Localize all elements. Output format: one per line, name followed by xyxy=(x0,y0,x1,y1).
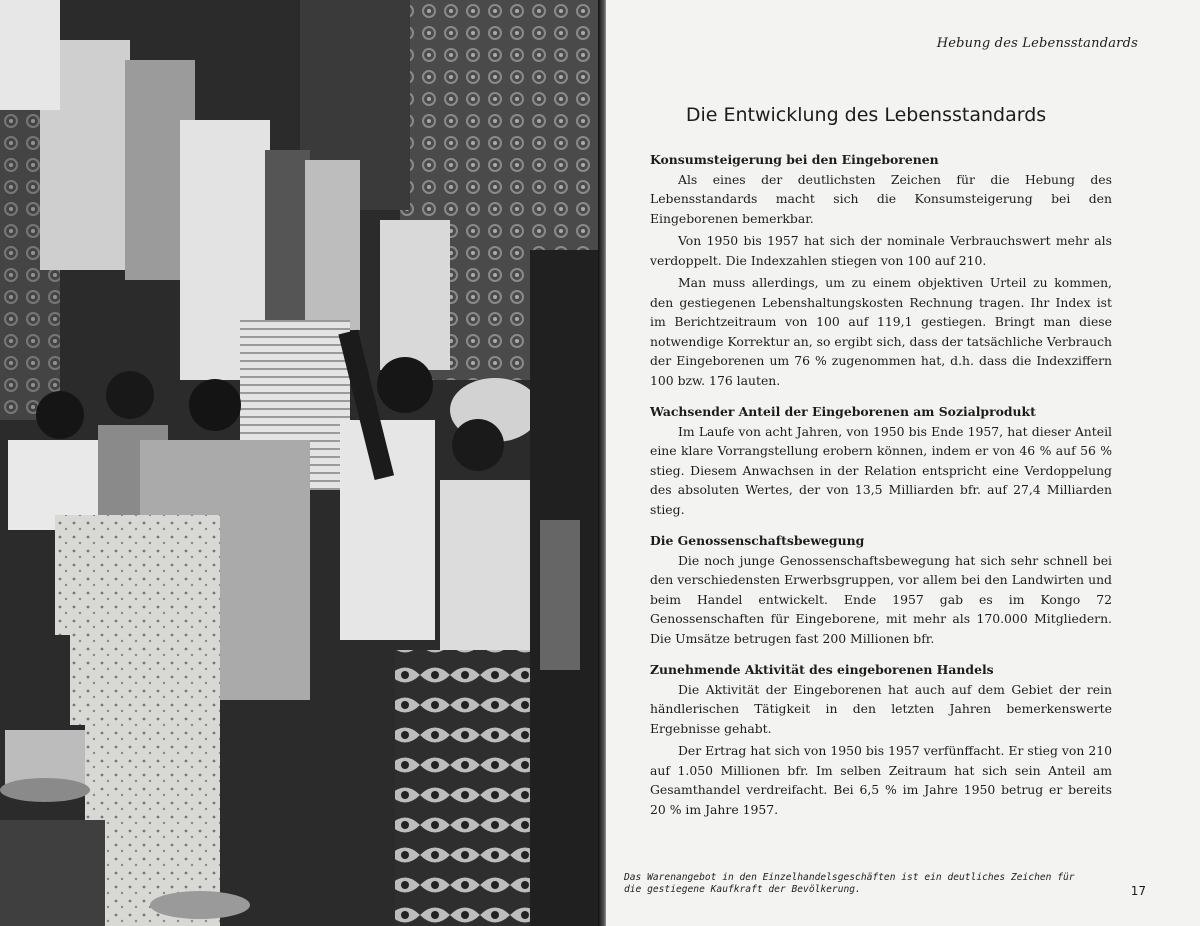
section-konsumsteigerung xyxy=(650,150,1112,390)
section-heading: Zunehmende Aktivität des eingeborenen Handels xyxy=(650,662,994,677)
paragraph: Die Aktivität der Eingeborenen hat auch auf dem Gebiet der rein händlerischen Tätigkeit in den letzten Jahren bemerkenswerte Ergebnisse gehabt. xyxy=(650,681,1112,736)
section-heading: Wachsender Anteil der Eingeborenen am Sozialprodukt xyxy=(650,404,1036,419)
text-page xyxy=(606,0,1200,926)
paragraph: Die noch junge Genossenschaftsbewegung hat sich sehr schnell bei den verschiedensten Erwerbsgruppen, vor allem bei den Landwirten und beim Handel entwickelt. Ende 1957 gab es im Kongo 72 Genossenschaften für Eingeborene, mit mehr als 170.000 Mitgliedern. Die Umsätze betrugen fast 200 Millionen bfr. xyxy=(650,552,1112,646)
paragraph: Von 1950 bis 1957 hat sich der nominale Verbrauchswert mehr als verdoppelt. Die Indexzahlen stiegen von 100 auf 210. xyxy=(650,233,1112,268)
paragraph: Der Ertrag hat sich von 1950 bis 1957 verfünffacht. Er stieg von 210 auf 1.050 Millionen bfr. Im selben Zeitraum hat sich sein Anteil am Gesamthandel verdreifacht. Bei 6,5 % im Jahre 1950 betrug er bereits 20 % im Jahre 1957. xyxy=(650,743,1112,817)
section-heading: Konsumsteigerung bei den Eingeborenen xyxy=(650,152,939,167)
paragraph: Im Laufe von acht Jahren, von 1950 bis Ende 1957, hat dieser Anteil eine klare Vorrangstellung erobern können, indem er von 46 % auf 56 % stieg. Diesem Anwachsen in der Relation entspricht eine Verdoppelung des absoluten Wertes, der von 13,5 Milliarden bfr. auf 27,4 Milliarden stieg. xyxy=(650,423,1112,517)
article-body xyxy=(650,150,1112,831)
paragraph: Als eines der deutlichsten Zeichen für die Hebung des Lebensstandards macht sich die Konsumsteigerung bei den Eingeborenen bemerkbar. xyxy=(650,171,1112,226)
page-number: 17 xyxy=(1130,884,1146,898)
paragraph: Man muss allerdings, um zu einem objektiven Urteil zu kommen, den gestiegenen Lebenshaltungskosten Rechnung tragen. Ihr Index ist im Berichtzeitraum von 100 auf 119,1 gestiegen. Bringt man diese notwendige Korrektur an, so ergibt sich, dass der tatsächliche Verbrauch der Eingeborenen um 76 % zugenommen hat, d.h. dass die Indexziffern 100 bzw. 176 lauten. xyxy=(650,275,1112,388)
section-heading: Die Genossenschaftsbewegung xyxy=(650,533,865,548)
section-genossenschaft xyxy=(650,531,1112,648)
running-head: Hebung des Lebensstandards xyxy=(936,36,1138,51)
section-sozialprodukt xyxy=(650,402,1112,519)
page-title: Die Entwicklung des Lebensstandards xyxy=(685,104,1047,126)
photo-caption: Das Warenangebot in den Einzelhandelsgeschäften ist ein deutliches Zeichen für die gestiegene Kaufkraft der Bevölkerung. xyxy=(624,872,1075,895)
section-handel xyxy=(650,660,1112,819)
